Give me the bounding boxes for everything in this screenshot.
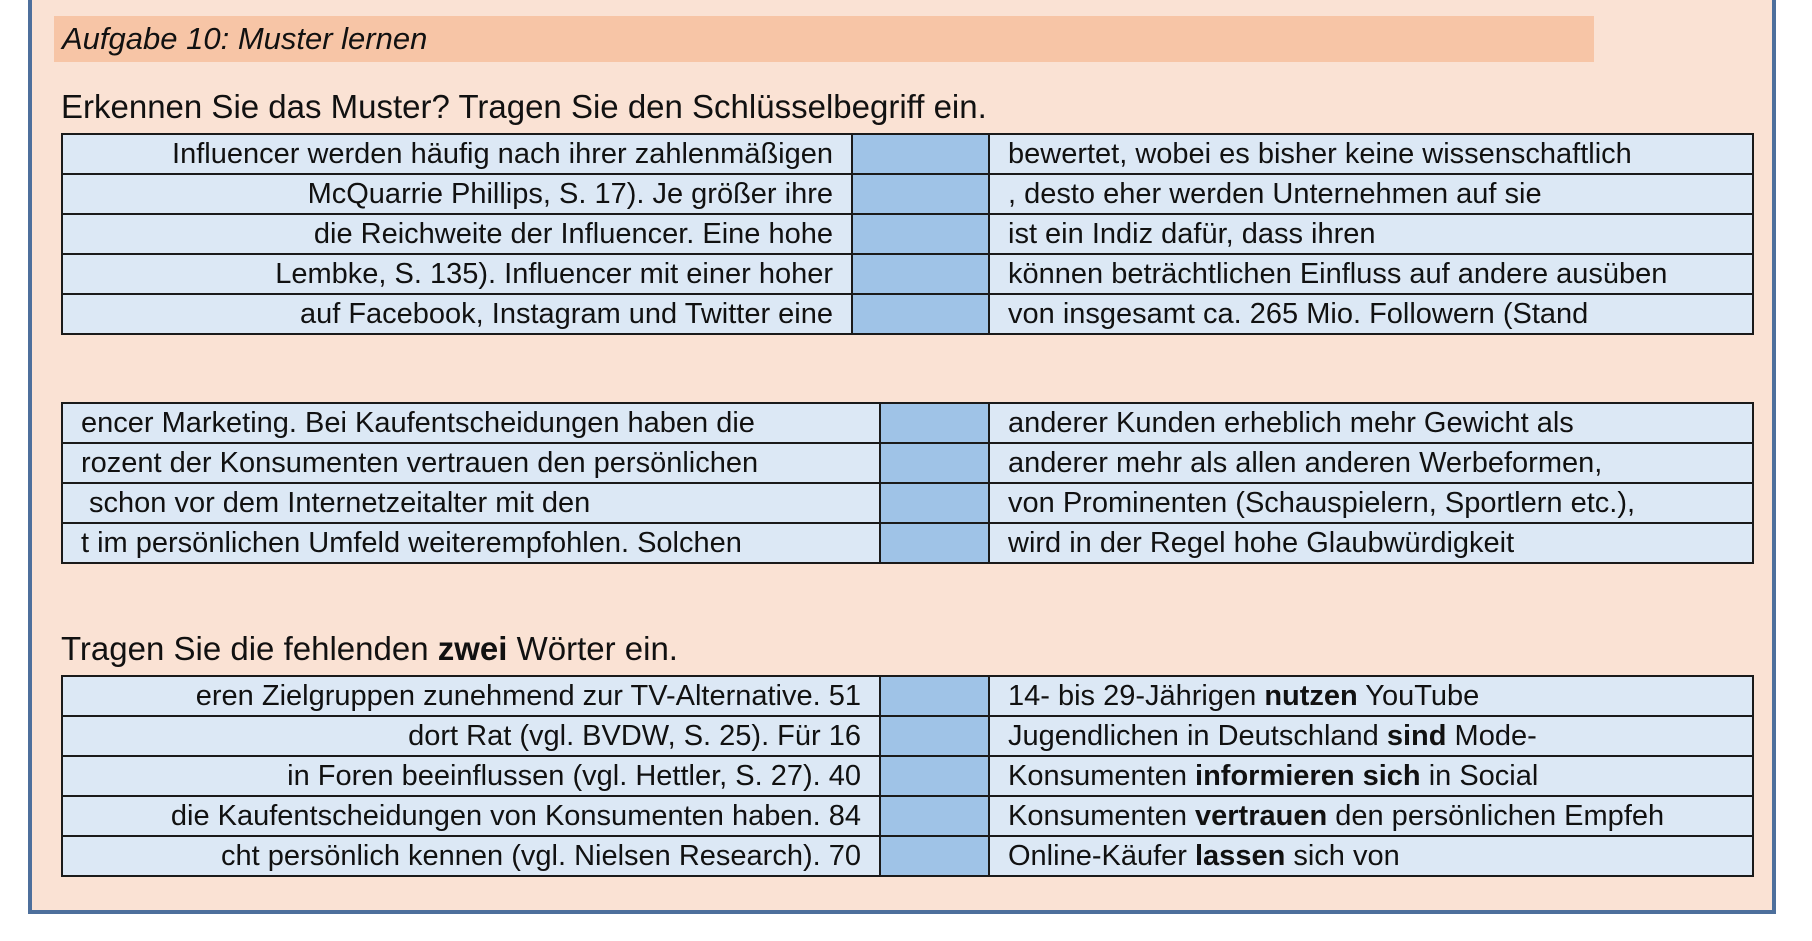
table-row [62,483,1753,523]
task-title: Aufgabe 10: Muster lernen [54,16,1594,62]
sentence-left: Influencer werden häufig nach ihrer zahlenmäßigen [62,134,852,174]
sentence-right: können beträchtlichen Einfluss auf andere ausüben [989,254,1753,294]
sentence-left: McQuarrie Phillips, S. 17). Je größer ihre [62,174,852,214]
sentence-right: Konsumenten informieren sich in Social [989,756,1753,796]
answer-gap[interactable] [880,403,989,443]
sentence-left: cht persönlich kennen (vgl. Nielsen Research). 70 [62,836,880,876]
table-row [62,174,1753,214]
two-words-table [61,675,1754,877]
answer-gap[interactable] [852,254,989,294]
instruction-two-words [61,630,678,668]
sentence-left: dort Rat (vgl. BVDW, S. 25). Für 16 [62,716,880,756]
answer-gap[interactable] [852,174,989,214]
sentence-right: wird in der Regel hohe Glaubwürdigkeit [989,523,1753,563]
sentence-left: rozent der Konsumenten vertrauen den persönlichen [62,443,880,483]
sentence-right: Konsumenten vertrauen den persönlichen Empfeh [989,796,1753,836]
sentence-right: ist ein Indiz dafür, dass ihren [989,214,1753,254]
instruction-pattern: Erkennen Sie das Muster? Tragen Sie den Schlüsselbegriff ein. [61,88,987,125]
table-row [62,214,1753,254]
answer-gap[interactable] [880,836,989,876]
answer-gap[interactable] [880,443,989,483]
table-row [62,796,1753,836]
sentence-right: bewertet, wobei es bisher keine wissenschaftlich [989,134,1753,174]
sentence-left: in Foren beeinflussen (vgl. Hettler, S. 27). 40 [62,756,880,796]
sentence-right: anderer Kunden erheblich mehr Gewicht als [989,403,1753,443]
instruction-two-words-before: Tragen Sie die fehlenden [61,630,438,667]
table-row [62,134,1753,174]
table-row [62,676,1753,716]
answer-gap[interactable] [880,796,989,836]
table-row [62,403,1753,443]
sentence-right: von Prominenten (Schauspielern, Sportlern etc.), [989,483,1753,523]
sentence-right: Jugendlichen in Deutschland sind Mode- [989,716,1753,756]
table-row [62,836,1753,876]
answer-gap[interactable] [880,716,989,756]
answer-gap[interactable] [880,676,989,716]
sentence-left: schon vor dem Internetzeitalter mit den [62,483,880,523]
answer-gap[interactable] [880,523,989,563]
answer-gap[interactable] [880,756,989,796]
sentence-left: eren Zielgruppen zunehmend zur TV-Alternative. 51 [62,676,880,716]
sentence-left: encer Marketing. Bei Kaufentscheidungen haben die [62,403,880,443]
sentence-right: , desto eher werden Unternehmen auf sie [989,174,1753,214]
table-row [62,254,1753,294]
table-row [62,716,1753,756]
sentence-right: anderer mehr als allen anderen Werbeformen, [989,443,1753,483]
answer-gap[interactable] [852,294,989,334]
sentence-left: die Reichweite der Influencer. Eine hohe [62,214,852,254]
pattern-table-2 [61,402,1754,564]
sentence-left: die Kaufentscheidungen von Konsumenten haben. 84 [62,796,880,836]
sentence-left: t im persönlichen Umfeld weiterempfohlen. Solchen [62,523,880,563]
instruction-two-words-bold: zwei [437,630,508,667]
table-row [62,523,1753,563]
sentence-left: Lembke, S. 135). Influencer mit einer hoher [62,254,852,294]
answer-gap[interactable] [852,134,989,174]
sentence-right: 14- bis 29-Jährigen nutzen YouTube [989,676,1753,716]
pattern-table-1 [61,133,1754,335]
table-row [62,443,1753,483]
sentence-right: Online-Käufer lassen sich von [989,836,1753,876]
instruction-two-words-after: Wörter ein. [507,630,678,667]
answer-gap[interactable] [852,214,989,254]
sentence-left: auf Facebook, Instagram und Twitter eine [62,294,852,334]
table-row [62,294,1753,334]
sentence-right: von insgesamt ca. 265 Mio. Followern (Stand [989,294,1753,334]
answer-gap[interactable] [880,483,989,523]
table-row [62,756,1753,796]
